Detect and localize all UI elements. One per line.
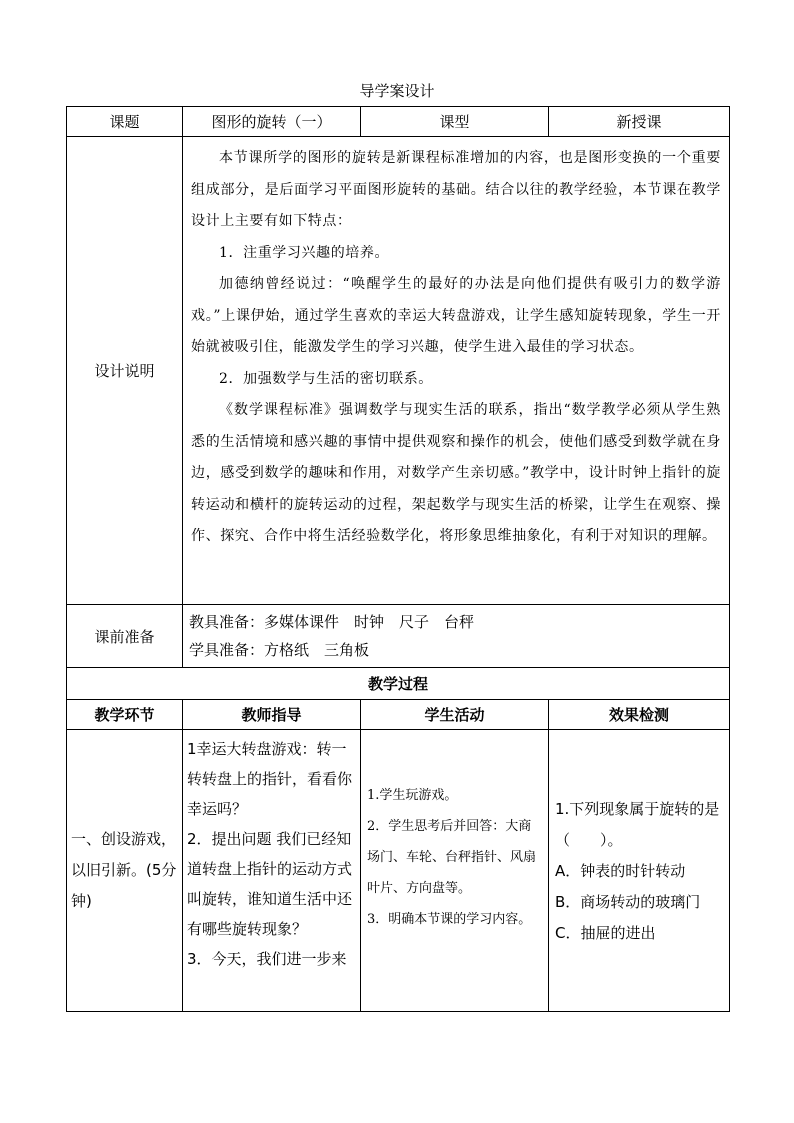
- design-paragraph: 加德纳曾经说过：“唤醒学生的最好的办法是向他们提供有吸引力的数学游戏。”上课伊始，通过学生喜欢的幸运大转盘游戏，让学生感知旋转现象，学生一开始就被吸引住，能激发学生的学习兴趣，使学生进入最佳的学习状态。: [191, 276, 721, 355]
- process-row: [67, 730, 730, 1012]
- prep-row: [67, 605, 730, 668]
- teacher-tools: 教具准备：多媒体课件 时钟 尺子 台秤: [189, 613, 475, 631]
- design-paragraph: 《数学课程标准》强调数学与现实生活的联系，指出“数学教学必须从学生熟悉的生活情境和感兴趣的事情中提供观察和操作的机会，使他们感受到数学就在身边，感受到数学的趣味和作用，对数学产生亲切感。”教学中，设计时钟上指针的旋转运动和横杆的旋转运动的过程，架起数学与现实生活的桥梁，让学生在观察、操作、探究、合作中将生活经验数学化，将形象思维抽象化，有利于对知识的理解。: [191, 402, 721, 544]
- prep-label: 课前准备: [67, 605, 183, 668]
- effect-option-a: A．钟表的时针转动: [555, 862, 686, 880]
- process-header-row: [67, 700, 730, 730]
- student-tools: 学具准备：方格纸 三角板: [189, 641, 370, 659]
- design-point-1: 1．注重学习兴趣的培养。: [219, 244, 390, 261]
- stage-cell: [67, 730, 183, 1012]
- effect-question: 1.下列现象属于旋转的是（ ）。: [555, 800, 720, 849]
- stage-text: 一、创设游戏，以旧引新。(5分钟): [71, 830, 177, 910]
- student-step-1: 1.学生玩游戏。: [367, 788, 458, 803]
- lesson-plan-table: [66, 106, 730, 1012]
- page-title: 导学案设计: [359, 82, 435, 100]
- effect-option-c: C．抽屉的进出: [555, 924, 656, 942]
- design-description: [183, 137, 730, 605]
- teacher-step-2: 2．提出问题 我们已经知道转盘上指针的运动方式叫旋转，谁知道生活中还有哪些旋转现象？: [187, 830, 353, 938]
- process-title: 教学过程: [67, 668, 730, 700]
- design-label: 设计说明: [67, 137, 183, 605]
- col-effect: 效果检测: [549, 700, 730, 730]
- effect-cell: [549, 730, 730, 1012]
- effect-option-b: B．商场转动的玻璃门: [555, 893, 701, 911]
- design-paragraph: 本节课所学的图形的旋转是新课程标准增加的内容，也是图形变换的一个重要组成部分，是后面学习平面图形旋转的基础。结合以往的教学经验，本节课在教学设计上主要有如下特点：: [191, 150, 721, 229]
- design-point-2: 2．加强数学与生活的密切联系。: [219, 370, 433, 387]
- col-stage: 教学环节: [67, 700, 183, 730]
- type-value: 新授课: [549, 107, 730, 137]
- col-teacher: 教师指导: [183, 700, 361, 730]
- teacher-step-1: 1幸运大转盘游戏：转一转转盘上的指针，看看你幸运吗？: [187, 740, 353, 818]
- col-student: 学生活动: [361, 700, 549, 730]
- student-step-2: 2．学生思考后并回答：大商场门、车轮、台秤指针、风扇叶片、方向盘等。: [367, 819, 537, 896]
- process-title-row: [67, 668, 730, 700]
- type-label: 课型: [361, 107, 549, 137]
- teacher-step-3: 3．今天，我们进一步来: [187, 950, 347, 968]
- design-row: [67, 137, 730, 605]
- student-cell: [361, 730, 549, 1012]
- teacher-cell: [183, 730, 361, 1012]
- prep-content: [183, 605, 730, 668]
- topic-label: 课题: [67, 107, 183, 137]
- student-step-3: 3．明确本节课的学习内容。: [367, 912, 532, 927]
- header-row: [67, 107, 730, 137]
- topic-value: 图形的旋转（一）: [183, 107, 361, 137]
